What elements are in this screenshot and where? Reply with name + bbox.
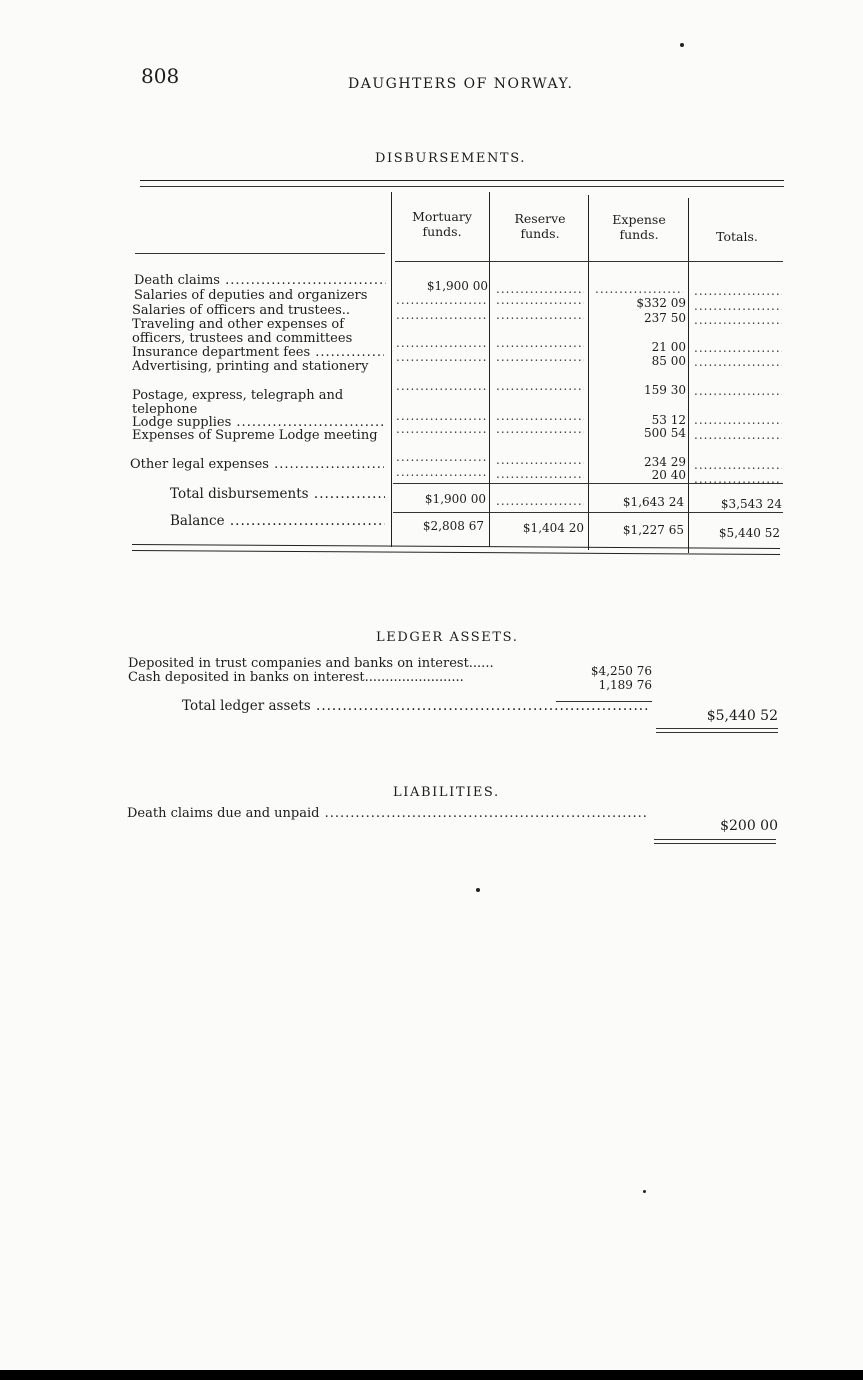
- cell-expense: $332 09: [636, 296, 686, 310]
- row-label: Salaries of deputies and organizers: [134, 289, 368, 303]
- leader-dots: [496, 496, 584, 506]
- ledger-total-amount: $5,440 52: [706, 708, 778, 724]
- leader-dots: [396, 352, 486, 362]
- ledger-total-label: Total ledger assets .....: [182, 698, 648, 714]
- row-label: Traveling and other expenses of officers, trustees and committees: [132, 318, 353, 346]
- scan-speck: [680, 43, 684, 47]
- cell-expense: 500 54: [644, 426, 686, 440]
- leader-dots: [396, 411, 486, 421]
- col-head-expense: Expense funds.: [612, 212, 666, 242]
- balance-expense: $1,227 65: [622, 523, 684, 537]
- row-label: Expenses of Supreme Lodge meeting: [132, 429, 378, 443]
- leader-dots: [694, 343, 782, 353]
- liabilities-label: Death claims due and unpaid .....: [127, 806, 649, 821]
- cell-expense: 53 12: [651, 413, 686, 427]
- balance-reserve: $1,404 20: [522, 521, 584, 535]
- leader-dots: [694, 315, 782, 325]
- total-mortuary: $1,900 00: [424, 492, 486, 506]
- balance-rule: [393, 512, 783, 513]
- liabilities-amount: $200 00: [720, 818, 778, 834]
- running-title: DAUGHTERS OF NORWAY.: [348, 76, 574, 92]
- disbursements-title: DISBURSEMENTS.: [375, 151, 526, 166]
- leader-dots: [694, 301, 782, 311]
- leader-dots: [396, 338, 486, 348]
- leader-dots: [694, 386, 782, 396]
- leader-dots: [496, 310, 584, 320]
- ledger-total-double-rule: [656, 728, 778, 733]
- ledger-item-amount: $4,250 76: [590, 664, 652, 678]
- row-label: Postage, express, telegraph and telephone: [132, 389, 344, 417]
- ledger-assets-title: LEDGER ASSETS.: [376, 630, 519, 645]
- row-label: Advertising, printing and stationery: [132, 360, 369, 374]
- column-divider: [588, 195, 589, 550]
- balance-label: Balance .....: [170, 513, 385, 529]
- leader-dots: [694, 460, 782, 470]
- leader-dots: [496, 469, 584, 479]
- leader-dots: [694, 415, 782, 425]
- col-head-mortuary: Mortuary funds.: [412, 209, 472, 239]
- leader-dots: [396, 424, 486, 434]
- leader-dots: [694, 286, 782, 296]
- liabilities-double-rule: [654, 839, 776, 844]
- row-label: Insurance department fees .....: [132, 346, 384, 360]
- col-head-reserve: Reserve funds.: [514, 211, 566, 241]
- row-label: Death claims .....: [134, 274, 386, 288]
- row-label: Lodge supplies .....: [132, 416, 384, 430]
- leader-dots: [496, 411, 584, 421]
- leader-dots: [595, 284, 683, 294]
- ledger-item-amount: 1,189 76: [598, 678, 652, 692]
- ledger-item-label: Cash deposited in banks on interest........................: [128, 670, 464, 685]
- leader-dots: [396, 452, 486, 462]
- scan-bottom-edge: [0, 1370, 863, 1380]
- ledger-item-label: Deposited in trust companies and banks on interest......: [128, 656, 494, 671]
- column-divider: [489, 192, 490, 547]
- column-divider: [688, 198, 689, 553]
- cell-expense: 85 00: [651, 354, 686, 368]
- leader-dots: [496, 295, 584, 305]
- leader-dots: [396, 467, 486, 477]
- cell-expense: 237 50: [644, 311, 686, 325]
- page-number: 808: [141, 64, 180, 88]
- cell-mortuary: $1,900 00: [426, 279, 488, 293]
- scan-speck: [476, 888, 480, 892]
- leader-dots: [496, 455, 584, 465]
- leader-dots: [694, 430, 782, 440]
- total-expense: $1,643 24: [622, 495, 684, 509]
- cell-expense: 159 30: [644, 383, 686, 397]
- table-top-rule-thin: [140, 186, 784, 187]
- leader-dots: [496, 352, 584, 362]
- leader-dots: [496, 338, 584, 348]
- cell-expense: 21 00: [651, 340, 686, 354]
- leader-dots: [396, 295, 486, 305]
- row-label: Other legal expenses .....: [130, 458, 384, 472]
- total-totals: $3,543 24: [720, 497, 782, 511]
- cell-expense: 20 40: [651, 468, 686, 482]
- balance-totals: $5,440 52: [718, 526, 780, 540]
- leader-dots: [396, 381, 486, 391]
- leader-dots: [496, 284, 584, 294]
- leader-dots: [694, 357, 782, 367]
- totals-rule: [393, 483, 783, 484]
- table-bottom-rule: [132, 544, 780, 549]
- header-underline: [135, 253, 385, 254]
- balance-mortuary: $2,808 67: [422, 519, 484, 533]
- leader-dots: [396, 310, 486, 320]
- table-top-rule: [140, 180, 784, 181]
- total-disbursements-label: Total disbursements .....: [170, 486, 385, 502]
- liabilities-title: LIABILITIES.: [393, 785, 500, 800]
- leader-dots: [496, 424, 584, 434]
- header-underline: [395, 261, 783, 262]
- col-head-totals: Totals.: [716, 229, 758, 244]
- row-label: Salaries of officers and trustees..: [132, 304, 351, 318]
- cell-expense: 234 29: [644, 455, 686, 469]
- table-bottom-rule: [132, 550, 780, 555]
- leader-dots: [496, 381, 584, 391]
- scan-speck: [643, 1190, 646, 1193]
- column-divider: [391, 192, 392, 547]
